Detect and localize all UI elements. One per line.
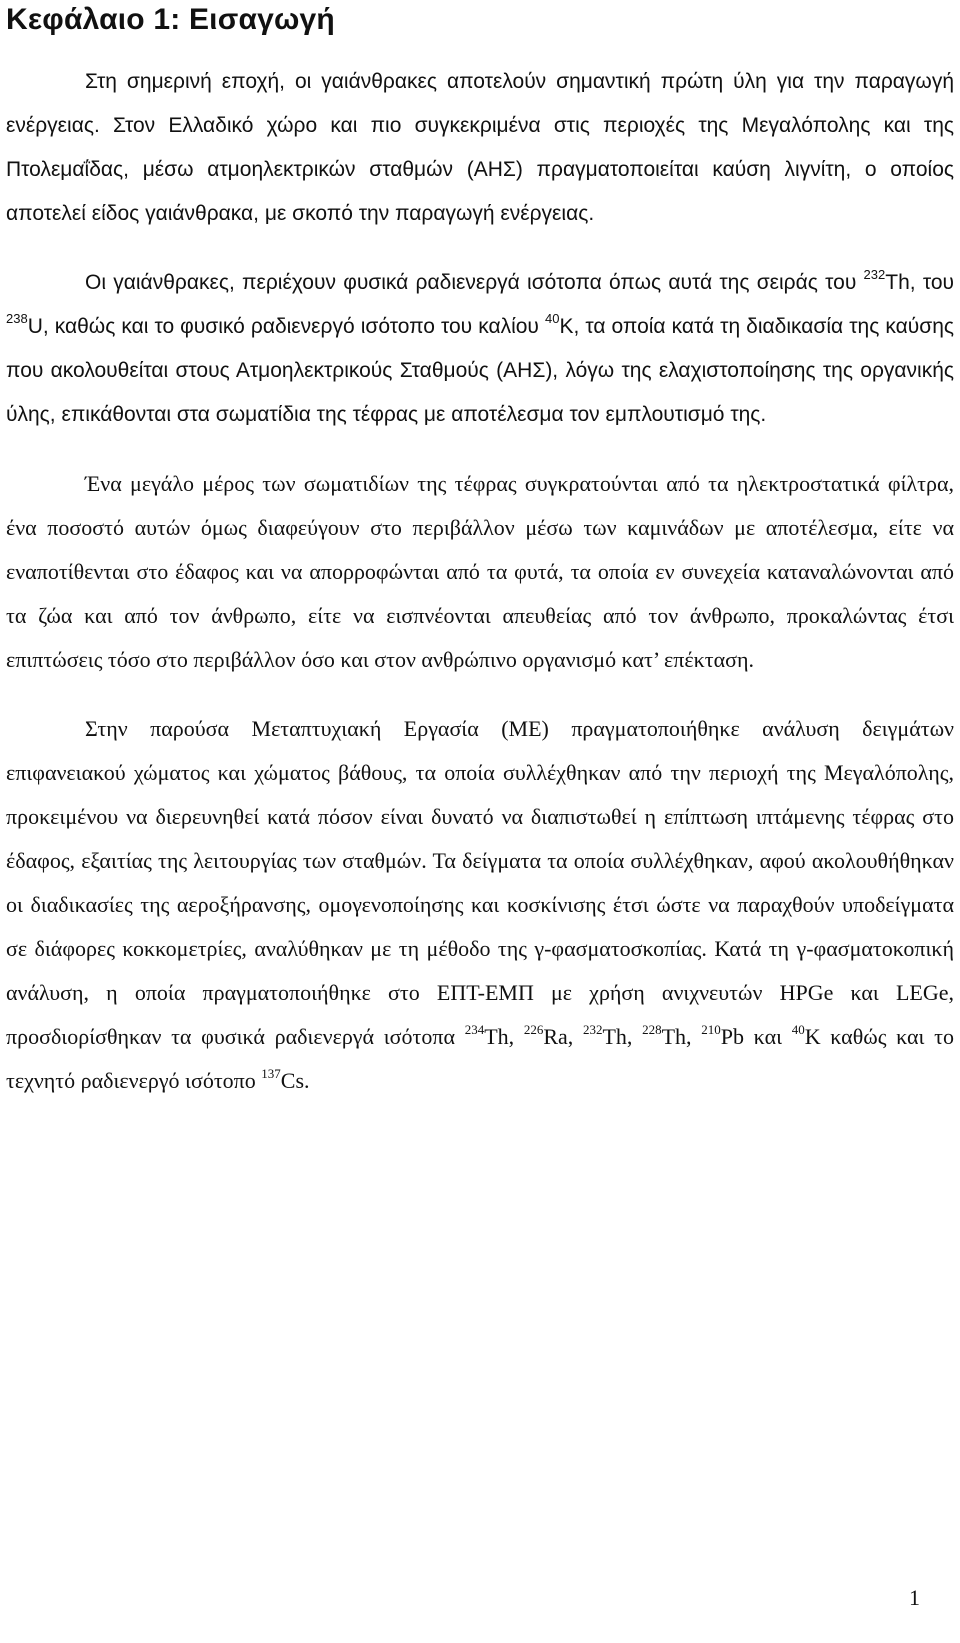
paragraph-radioisotopes — [6, 261, 954, 437]
mass-number: 137 — [261, 1065, 281, 1081]
mass-number: 40 — [791, 1021, 805, 1037]
paragraph-text: Στην παρούσα Μεταπτυχιακή Εργασία (ΜΕ) πραγματοποιήθηκε ανάλυση δειγμάτων επιφανειακού χώματος και χώματος βάθους, τα οποία συλλέχθηκαν από την περιοχή της Μεγαλόπολης, προκειμένου να διερευνηθεί κατά πόσον είναι δυνατό να διαπιστωθεί η επίπτωση ιπτάμενης τέφρας στο έδαφος, εξαιτίας της λειτουργίας των σταθμών. Τα δείγματα τα οποία συλλέχθηκαν, αφού ακολουθήθηκαν οι διαδικασίες της αεροξήρανσης, ομογενοποίησης και κοσκίνισης έτσι ώστε να παραχθούν υποδείγματα σε διάφορες κοκκομετρίες, αναλύθηκαν με τη μέθοδο της γ-φασματοσκοπίας. Κατά τη γ-φασματοκοπική ανάλυση, η οποία πραγματοποιήθηκε στο ΕΠΤ-ΕΜΠ με χρήση ανιχνευτών HPGe και LEGe, προσδιορίσθηκαν τα φυσικά ραδιενεργά ισότοπα — [6, 716, 954, 1049]
paragraph-text: Th, — [602, 1024, 643, 1049]
mass-number: 40 — [544, 311, 560, 326]
mass-number: 234 — [464, 1021, 485, 1037]
chapter-body — [6, 60, 954, 1103]
paragraph-text: Th, — [484, 1024, 524, 1049]
mass-number: 232 — [582, 1021, 603, 1037]
chapter-title: Κεφάλαιο 1: Εισαγωγή — [6, 3, 335, 36]
mass-number: 238 — [6, 311, 28, 326]
paragraph-thesis-scope — [6, 707, 954, 1103]
paragraph-text: Ra, — [543, 1024, 583, 1049]
mass-number: 228 — [642, 1021, 662, 1037]
paragraph-text: Th, — [661, 1024, 702, 1049]
paragraph-text: Οι γαιάνθρακες, περιέχουν φυσικά ραδιενεργά ισότοπα όπως αυτά της σειράς του — [85, 271, 864, 294]
paragraph-ash-particles: Ένα μεγάλο μέρος των σωματιδίων της τέφρας συγκρατούνται από τα ηλεκτροστατικά φίλτρα, ένα ποσοστό αυτών όμως διαφεύγουν στο περιβάλλον μέσω των καμινάδων με αποτέλεσμα, είτε να εναποτίθενται στο έδαφος και να απορροφώνται από τα φυτά, τα οποία εν συνεχεία καταναλώνονται από τα ζώα και από τον άνθρωπο, είτε να εισπνέονται απευθείας από τον άνθρωπο, προκαλώντας έτσι επιπτώσεις τόσο στο περιβάλλον όσο και στον ανθρώπινο οργανισμό κατ’ επέκταση. — [6, 471, 954, 672]
mass-number: 226 — [523, 1021, 544, 1037]
paragraph-text: U, καθώς και το φυσικό ραδιενεργό ισότοπο του καλίου — [27, 315, 545, 338]
paragraph-text: K, τα οποία κατά τη διαδικασία της καύσης που ακολουθείται στους Ατμοηλεκτρικούς Σταθμούς (ΑΗΣ), λόγω της ελαχιστοποίησης της οργανικής ύλης, επικάθονται στα σωματίδια της τέφρας με αποτέλεσμα τον εμπλουτισμό της. — [6, 315, 954, 426]
paragraph-intro: Στη σημερινή εποχή, οι γαιάνθρακες αποτελούν σημαντική πρώτη ύλη για την παραγωγή ενέργειας. Στον Ελλαδικό χώρο και πιο συγκεκριμένα στις περιοχές της Μεγαλόπολης και της Πτολεμαΐδας, μέσω ατμοηλεκτρικών σταθμών (ΑΗΣ) πραγματοποιείται καύση λιγνίτη, ο οποίος αποτελεί είδος γαιάνθρακα, με σκοπό την παραγωγή ενέργειας. — [6, 70, 954, 225]
page-number: 1 — [909, 1585, 920, 1610]
paragraph-text: Th, του — [885, 271, 954, 294]
mass-number: 210 — [701, 1021, 721, 1037]
paragraph-text: K καθώς και το τεχνητό ραδιενεργό ισότοπο — [6, 1024, 954, 1093]
paragraph-text: Cs. — [280, 1068, 310, 1093]
paragraph-text: Pb και — [720, 1024, 792, 1049]
mass-number: 232 — [863, 267, 886, 282]
